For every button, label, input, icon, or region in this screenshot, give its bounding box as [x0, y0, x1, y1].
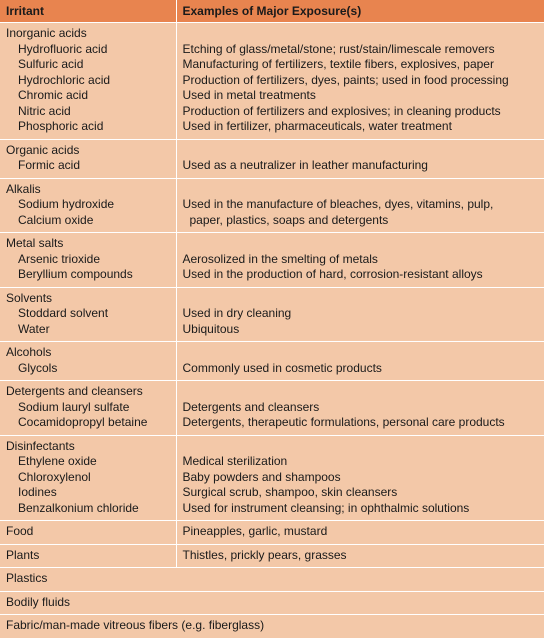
table-row: [0, 591, 544, 615]
irritant-name: Sulfuric acid: [18, 57, 84, 71]
irritant-name: Iodines: [18, 485, 57, 499]
irritant-name: Calcium oxide: [18, 212, 94, 227]
table-row: [0, 435, 544, 521]
table-row: [0, 23, 544, 140]
exposure-cell: [176, 233, 544, 288]
exposure-text: Used in the production of hard, corrosion-resistant alloys: [182, 267, 483, 281]
exposure-text: Production of fertilizers and explosives; in cleaning products: [182, 103, 501, 118]
irritant-cell: [0, 287, 176, 342]
group-name: Alkalis: [6, 181, 41, 196]
table-header-row: [0, 0, 544, 23]
table-row: [0, 139, 544, 178]
exposure-text: Detergents and cleansers: [182, 399, 320, 414]
irritant-cell: [0, 342, 176, 381]
group-name: Detergents and cleansers: [6, 384, 143, 398]
irritant-name: Chromic acid: [18, 88, 89, 102]
exposure-cell: [176, 139, 544, 178]
exposure-text: Ubiquitous: [182, 321, 240, 336]
irritant-cell: [0, 178, 176, 233]
exposure-text: Etching of glass/metal/stone; rust/stain/limescale removers: [182, 41, 495, 56]
column-header-irritant: Irritant: [0, 0, 176, 23]
irritant-name: Benzalkonium chloride: [18, 500, 139, 515]
table-row: [0, 178, 544, 233]
exposure-cell: [176, 435, 544, 521]
exposure-text: Used for instrument cleansing; in ophthalmic solutions: [182, 500, 470, 515]
irritant-name: Plastics: [0, 568, 544, 592]
irritant-name: Sodium hydroxide: [18, 197, 115, 211]
exposure-cell: [176, 342, 544, 381]
exposure-text: Used in metal treatments: [182, 88, 316, 102]
irritant-name: Glycols: [18, 360, 58, 375]
irritant-name: Fabric/man-made vitreous fibers (e.g. fiberglass): [0, 615, 544, 638]
exposure-text: Used in dry cleaning: [182, 306, 292, 320]
exposure-text: Used in the manufacture of bleaches, dyes, vitamins, pulp,: [182, 197, 494, 211]
exposure-text: Aerosolized in the smelting of metals: [182, 251, 378, 266]
table-row: [0, 544, 544, 568]
exposure-text: Commonly used in cosmetic products: [182, 360, 382, 375]
irritant-name: Formic acid: [18, 158, 81, 172]
irritant-name: Arsenic trioxide: [18, 251, 101, 266]
irritant-name: Phosphoric acid: [18, 119, 104, 133]
exposure-text: Pineapples, garlic, mustard: [176, 521, 544, 545]
table-row: [0, 615, 544, 638]
irritant-name: Food: [0, 521, 176, 545]
irritant-name: Plants: [0, 544, 176, 568]
group-name: Metal salts: [6, 236, 64, 250]
irritant-name: Sodium lauryl sulfate: [18, 399, 130, 414]
irritant-name: Bodily fluids: [0, 591, 544, 615]
exposure-text: Production of fertilizers, dyes, paints; used in food processing: [182, 72, 509, 87]
irritant-name: Cocamidopropyl betaine: [18, 415, 148, 429]
group-name: Inorganic acids: [6, 26, 87, 40]
exposure-text: Medical sterilization: [182, 454, 288, 468]
irritant-name: Ethylene oxide: [18, 454, 97, 468]
exposure-text: Baby powders and shampoos: [182, 469, 341, 484]
exposure-text: Used in fertilizer, pharmaceuticals, water treatment: [182, 119, 452, 133]
table-row: [0, 381, 544, 436]
irritant-name: Chloroxylenol: [18, 469, 91, 484]
table-row: [0, 342, 544, 381]
irritant-name: Stoddard solvent: [18, 306, 109, 320]
exposure-text: Detergents, therapeutic formulations, personal care products: [182, 415, 505, 429]
irritant-name: Nitric acid: [18, 103, 71, 118]
group-name: Solvents: [6, 290, 53, 305]
irritant-name: Beryllium compounds: [18, 267, 133, 281]
table-row: [0, 233, 544, 288]
table-row: [0, 521, 544, 545]
exposure-text: Thistles, prickly pears, grasses: [176, 544, 544, 568]
exposure-text-continued: paper, plastics, soaps and detergents: [189, 212, 389, 227]
irritant-name: Hydrochloric acid: [18, 72, 111, 87]
exposure-text: Used as a neutralizer in leather manufacturing: [182, 158, 428, 172]
exposure-cell: [176, 178, 544, 233]
exposure-text: Surgical scrub, shampoo, skin cleansers: [182, 485, 398, 499]
irritant-cell: [0, 233, 176, 288]
exposure-cell: [176, 381, 544, 436]
exposure-cell: [176, 23, 544, 140]
irritant-cell: [0, 381, 176, 436]
exposure-cell: [176, 287, 544, 342]
group-name: Organic acids: [6, 142, 80, 157]
exposure-text: Manufacturing of fertilizers, textile fibers, explosives, paper: [182, 57, 494, 71]
irritant-name: Water: [18, 321, 50, 336]
table-row: [0, 568, 544, 592]
group-name: Alcohols: [6, 345, 52, 359]
irritant-cell: [0, 139, 176, 178]
group-name: Disinfectants: [6, 438, 75, 453]
irritant-name: Hydrofluoric acid: [18, 41, 108, 56]
irritant-cell: [0, 435, 176, 521]
column-header-exposure: Examples of Major Exposure(s): [176, 0, 544, 23]
table-row: [0, 287, 544, 342]
irritant-cell: [0, 23, 176, 140]
